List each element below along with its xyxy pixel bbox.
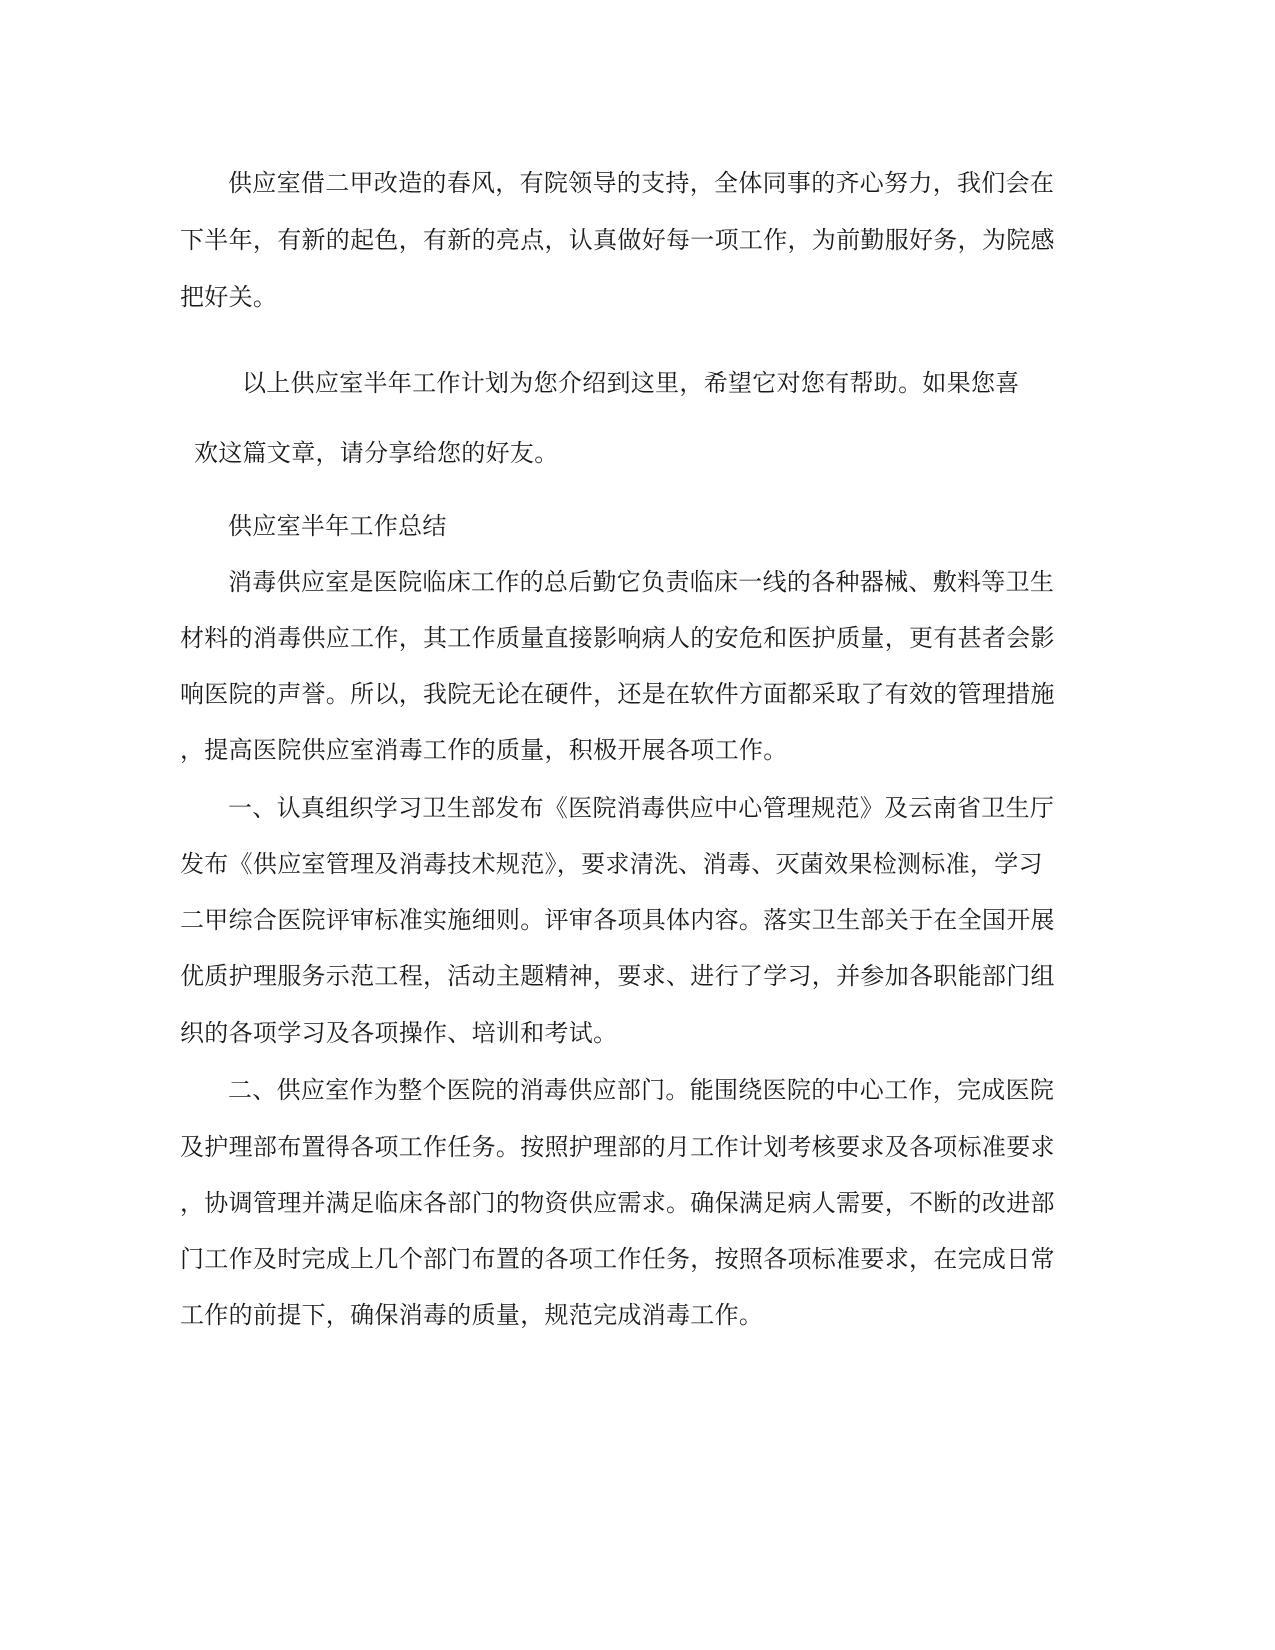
text-line: 一、认真组织学习卫生部发布《医院消毒供应中心管理规范》及云南省卫生厅 bbox=[228, 794, 1055, 822]
text-line: ，协调管理并满足临床各部门的物资供应需求。确保满足病人需要，不断的改进部 bbox=[180, 1189, 1055, 1217]
text-line: 优质护理服务示范工程，活动主题精神，要求、进行了学习，并参加各职能部门组 bbox=[180, 962, 1055, 990]
heading-text: 供应室半年工作总结 bbox=[228, 512, 447, 540]
text-line: 下半年，有新的起色，有新的亮点，认真做好每一项工作，为前勤服好务，为院感 bbox=[180, 226, 1055, 254]
text-line: 及护理部布置得各项工作任务。按照护理部的月工作计划考核要求及各项标准要求 bbox=[180, 1133, 1055, 1161]
text-line: ，提高医院供应室消毒工作的质量，积极开展各项工作。 bbox=[180, 736, 788, 764]
text-line: 把好关。 bbox=[180, 283, 278, 311]
text-line: 响医院的声誉。所以，我院无论在硬件，还是在软件方面都采取了有效的管理措施 bbox=[180, 680, 1055, 708]
text-line: 织的各项学习及各项操作、培训和考试。 bbox=[180, 1019, 618, 1047]
text-line: 发布《供应室管理及消毒技术规范》，要求清洗、消毒、灭菌效果检测标准，学习 bbox=[180, 850, 1043, 878]
text-line: 二甲综合医院评审标准实施细则。评审各项具体内容。落实卫生部关于在全国开展 bbox=[180, 906, 1055, 934]
text-line: 门工作及时完成上几个部门布置的各项工作任务，按照各项标准要求，在完成日常 bbox=[180, 1245, 1055, 1273]
text-line: 供应室借二甲改造的春风，有院领导的支持，全体同事的齐心努力，我们会在 bbox=[228, 169, 1055, 197]
text-line: 欢这篇文章，请分享给您的好友。 bbox=[194, 439, 559, 467]
text-line: 消毒供应室是医院临床工作的总后勤它负责临床一线的各种器械、敷料等卫生 bbox=[228, 568, 1055, 596]
text-line: 二、供应室作为整个医院的消毒供应部门。能围绕医院的中心工作，完成医院 bbox=[228, 1076, 1055, 1104]
text-line: 工作的前提下，确保消毒的质量，规范完成消毒工作。 bbox=[180, 1301, 764, 1329]
text-line: 材料的消毒供应工作，其工作质量直接影响病人的安危和医护质量，更有甚者会影 bbox=[180, 624, 1055, 652]
text-line: 以上供应室半年工作计划为您介绍到这里，希望它对您有帮助。如果您喜 bbox=[242, 369, 1020, 397]
